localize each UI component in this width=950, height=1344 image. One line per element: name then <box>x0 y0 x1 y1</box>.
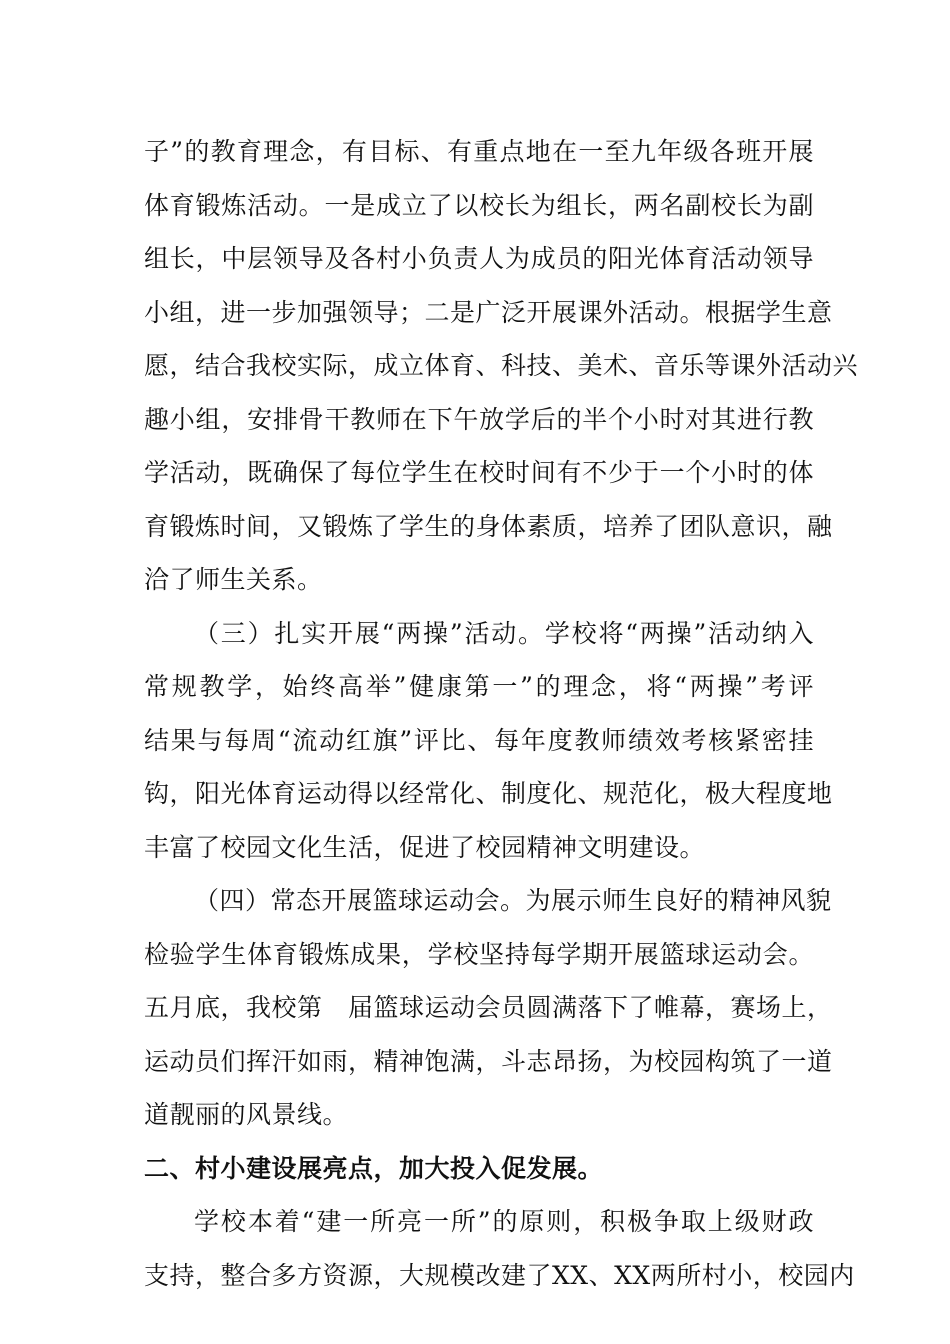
text-line: 学活动，既确保了每位学生在校时间有不少于一个小时的体 <box>144 458 814 487</box>
text-line: 育锻炼时间，又锻炼了学生的身体素质，培养了团队意识，融 <box>144 511 833 541</box>
text-line: 愿，结合我校实际，成立体育、科技、美术、音乐等课外活动兴 <box>144 351 859 380</box>
text-line: 子”的教育理念，有目标、有重点地在一至九年级各班开展 <box>144 137 814 166</box>
text-line: 常规教学，始终高举”健康第一”的理念，将“两操”考评 <box>144 672 814 701</box>
text-line: 洽了师生关系。 <box>144 565 323 594</box>
section-4-paragraph: （四）常态开展篮球运动会。为展示师生良好的精神风貌 <box>194 886 832 915</box>
text-line: 体育锻炼活动。一是成立了以校长为组长，两名副校长为副 <box>144 190 814 220</box>
text-line: 五月底，我校第 届篮球运动会员圆满落下了帷幕，赛场上， <box>144 993 833 1022</box>
text-line: 道靓丽的风景线。 <box>144 1100 349 1129</box>
text-line: 丰富了校园文化生活，促进了校园精神文明建设。 <box>144 832 706 862</box>
section-heading: 二、村小建设展亮点，加大投入促发展。 <box>144 1153 604 1183</box>
section-3-paragraph: （三）扎实开展“两操”活动。学校将“两操”活动纳入 <box>194 618 814 648</box>
text-line: 钩，阳光体育运动得以经常化、制度化、规范化，极大程度地 <box>144 779 833 808</box>
document-body <box>144 125 859 1302</box>
text-line: 运动员们挥汗如雨，精神饱满，斗志昂扬，为校园构筑了一道 <box>144 1046 833 1076</box>
text-line: 支持，整合多方资源，大规模改建了XX、XX两所村小，校园内 <box>144 1260 855 1290</box>
text-line: 结果与每周“流动红旗”评比、每年度教师绩效考核紧密挂 <box>144 725 814 755</box>
text-line: 组长，中层领导及各村小负责人为成员的阳光体育活动领导 <box>144 244 814 273</box>
text-line: 学校本着“建一所亮一所”的原则，积极争取上级财政 <box>194 1207 814 1236</box>
text-line: 小组，进一步加强领导；二是广泛开展课外活动。根据学生意 <box>144 297 833 327</box>
text-line: 检验学生体育锻炼成果，学校坚持每学期开展篮球运动会。 <box>144 939 814 969</box>
text-line: 趣小组，安排骨干教师在下午放学后的半个小时对其进行教 <box>144 404 814 434</box>
